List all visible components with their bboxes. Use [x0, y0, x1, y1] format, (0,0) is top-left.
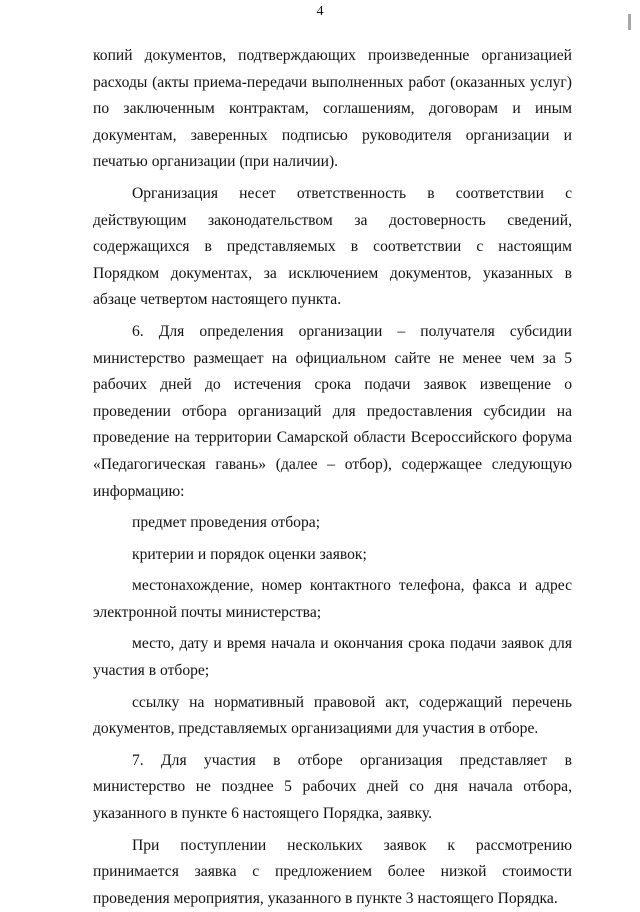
list-item-deadline: место, дату и время начала и окончания срока подачи заявок для участия в отборе;	[93, 635, 572, 680]
paragraph-continuation: копий документов, подтверждающих произведенные организацией расходы (акты приема-передачи выполненных работ (оказанных услуг) по заключенным контрактам, соглашениям, договорам и иным документам, заверенных подписью руководителя организации и печатью организации (при наличии).	[93, 47, 572, 171]
list-item-contacts: местонахождение, номер контактного телефона, факса и адрес электронной почты министерства;	[93, 577, 572, 621]
paragraph-responsibility: Организация несет ответственность в соответствии с действующим законодательством за достоверность сведений, содержащихся в представляемых в соответствии с настоящим Порядком документах, за исключением документов, указанных в абзаце четвертом настоящего пункта.	[93, 184, 572, 309]
page-number: 4	[316, 4, 324, 19]
paragraph-item-7: 7. Для участия в отборе организация представляет в министерство не позднее 5 рабочих дней со дня начала отбора, указанного в пункте 6 настоящего Порядка, заявку.	[93, 751, 572, 823]
list-item-criteria: критерии и порядок оценки заявок;	[132, 545, 367, 563]
list-item-legal-link: ссылку на нормативный правовой акт, содержащий перечень документов, представляемых организациями для участия в отборе.	[93, 693, 572, 738]
paragraph-multiple-applications: При поступлении нескольких заявок к рассмотрению принимается заявка с предложением более низкой стоимости проведения мероприятия, указанного в пункте 3 настоящего Порядка.	[93, 836, 572, 907]
list-item-subject: предмет проведения отбора;	[132, 514, 321, 532]
document-body	[93, 43, 572, 912]
paragraph-item-6: 6. Для определения организации – получателя субсидии министерство размещает на официальном сайте не менее чем за 5 рабочих дней до истечения срока подачи заявок извещение о проведении отбора организаций для предоставления субсидии на проведение на территории Самарской области Всероссийского форума «Педагогическая гавань» (далее – отбор), содержащее следующую информацию:	[93, 322, 572, 500]
